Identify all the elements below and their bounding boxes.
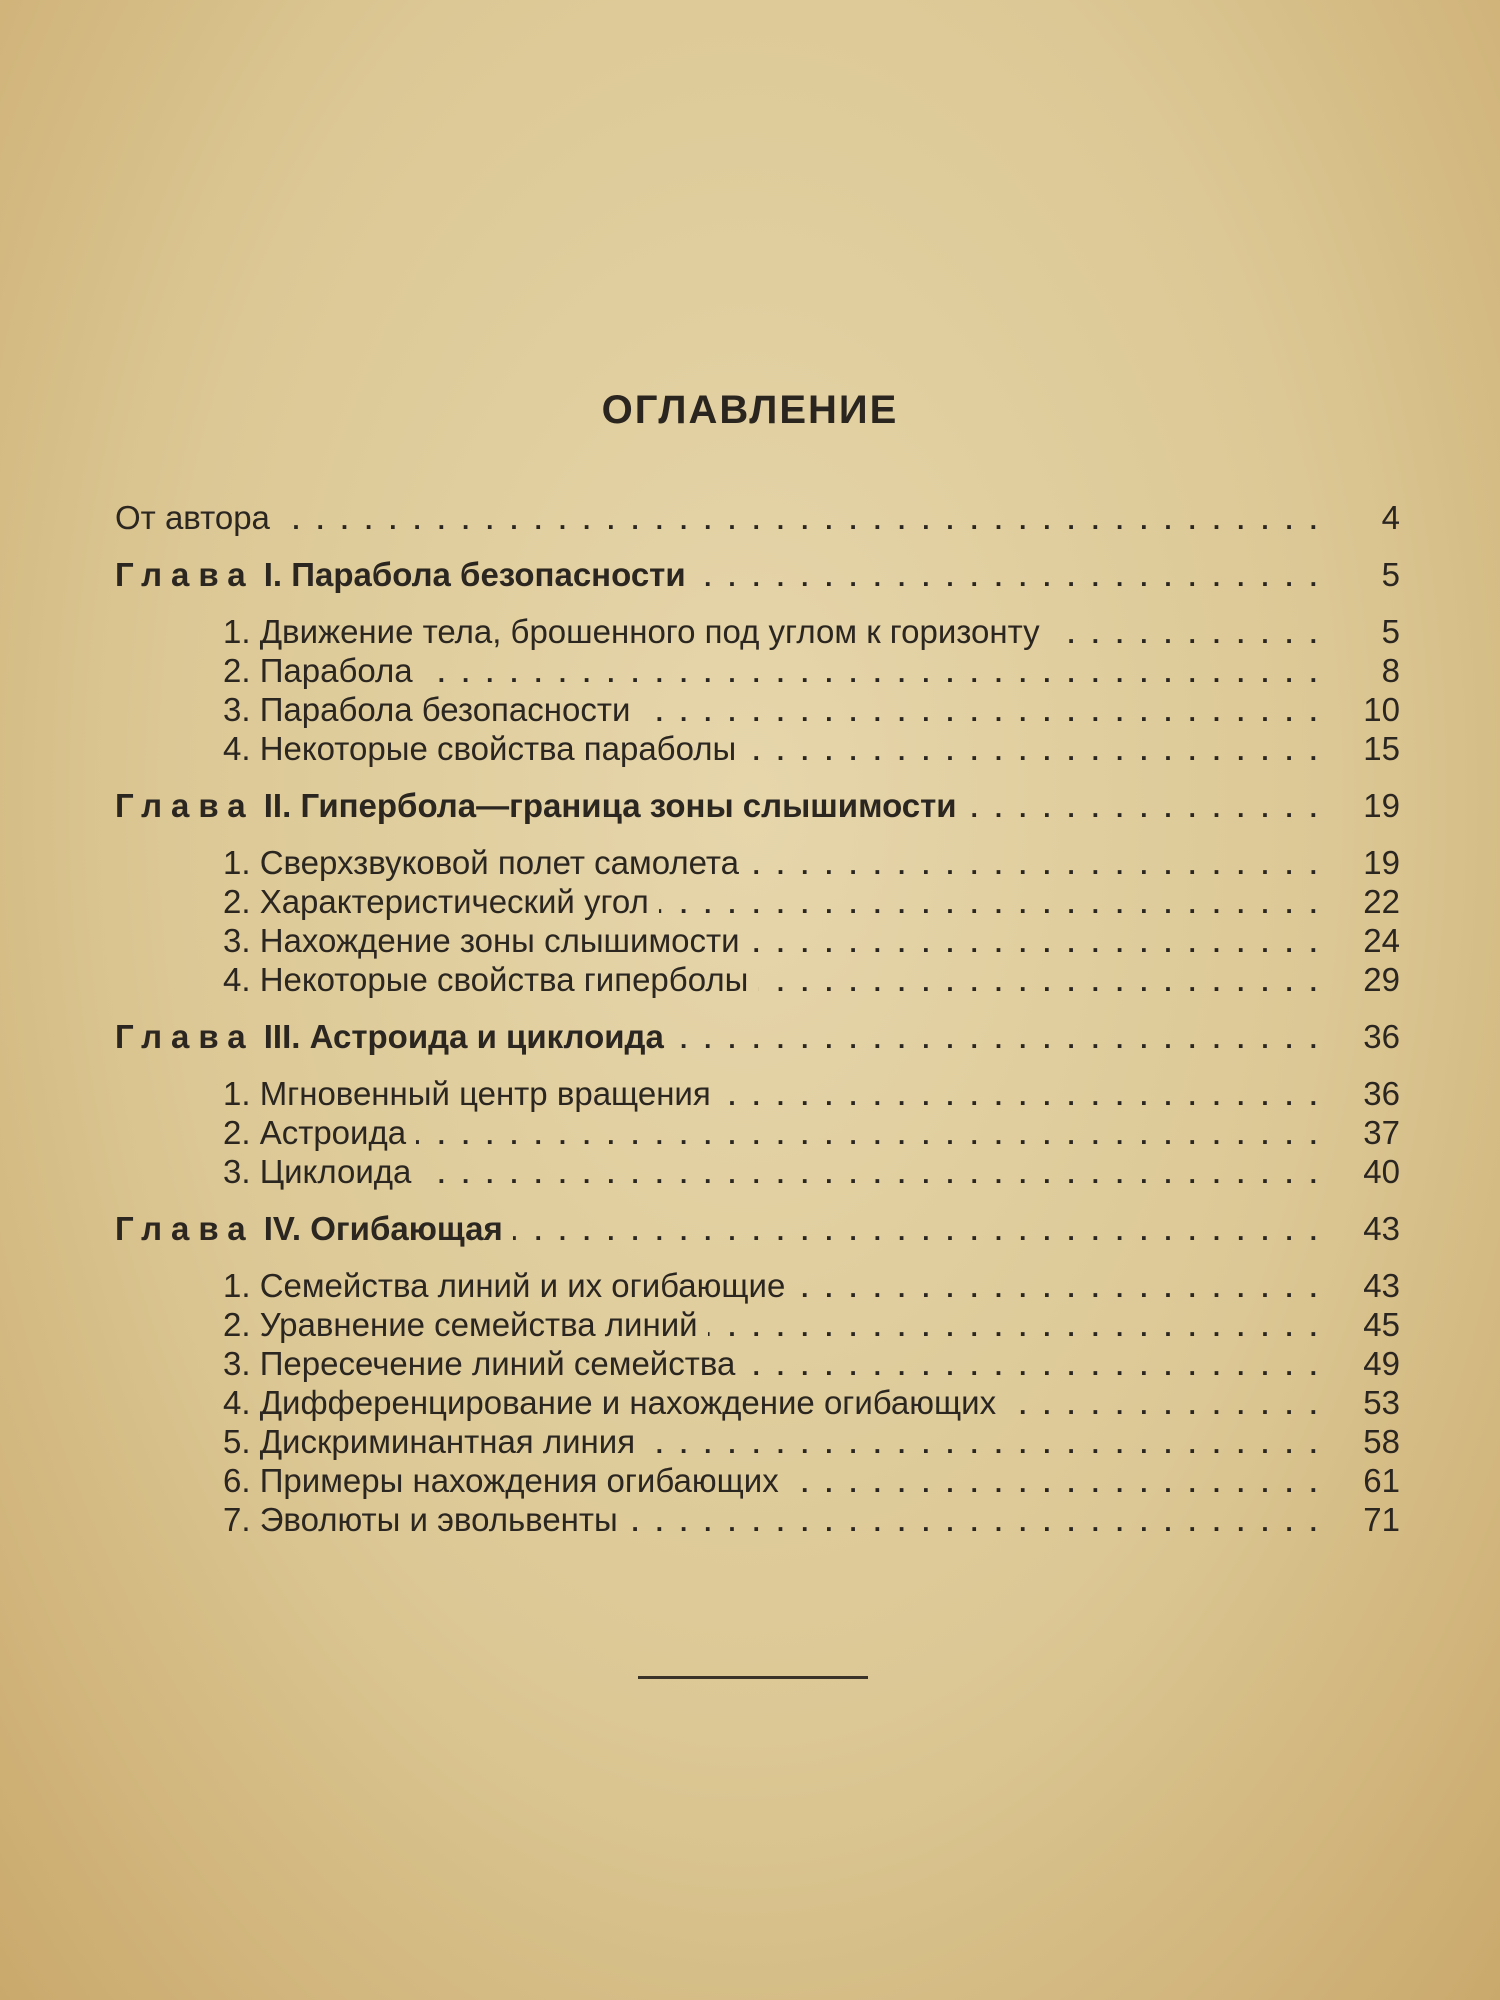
toc-page-number: 49 [1363, 1345, 1400, 1382]
toc-chapter-4 [115, 1209, 1400, 1248]
dot-leader [750, 924, 1334, 963]
toc-item-label: 3. Парабола безопасности [223, 691, 631, 728]
toc-page-number: 53 [1363, 1384, 1400, 1421]
table-of-contents [115, 498, 1400, 1539]
toc-page-number: 15 [1363, 730, 1400, 767]
toc-item-label: 1. Мгновенный центр вращения [223, 1075, 711, 1112]
end-rule [638, 1676, 868, 1679]
dot-leader [423, 654, 1334, 693]
toc-item-label: 4. Некоторые свойства гиперболы [223, 961, 749, 998]
dot-leader [421, 1155, 1334, 1194]
chapter-word: Глава [115, 787, 255, 824]
toc-page-number: 43 [1363, 1210, 1400, 1247]
toc-item [115, 729, 1400, 768]
chapter-title: I. Парабола безопасности [263, 556, 686, 593]
toc-chapter-2 [115, 786, 1400, 825]
dot-leader [749, 846, 1334, 885]
toc-item [115, 1074, 1400, 1113]
dot-leader [645, 1425, 1334, 1464]
toc-item [115, 651, 1400, 690]
toc-item-label: 1. Сверхзвуковой полет самолета [223, 844, 739, 881]
toc-page-number: 8 [1381, 652, 1400, 689]
toc-item-label: 1. Движение тела, брошенного под углом к горизонту [223, 613, 1040, 650]
dot-leader [708, 1308, 1334, 1347]
toc-page-number: 19 [1363, 787, 1400, 824]
chapter-title: II. Гипербола—граница зоны слышимости [263, 787, 957, 824]
toc-item-label: 4. Дифференцирование и нахождение огибающих [223, 1384, 997, 1421]
toc-item [115, 921, 1400, 960]
toc-item [115, 882, 1400, 921]
chapter-word: Глава [115, 1018, 255, 1055]
dot-leader [280, 501, 1334, 540]
dot-leader [758, 963, 1334, 1002]
toc-page-number: 45 [1363, 1306, 1400, 1343]
toc-chapter-3 [115, 1017, 1400, 1056]
page-title: ОГЛАВЛЕНИЕ [601, 388, 899, 432]
toc-page-number: 5 [1381, 556, 1400, 593]
toc-item [115, 1461, 1400, 1500]
dot-leader [416, 1116, 1334, 1155]
toc-item [115, 1500, 1400, 1539]
toc-item [115, 612, 1400, 651]
toc-item-label: 2. Астроида [223, 1114, 407, 1151]
toc-item-label: 3. Пересечение линий семейства [223, 1345, 736, 1382]
dot-leader [640, 693, 1334, 732]
toc-page-number: 43 [1363, 1267, 1400, 1304]
toc-entry-label: От автора [115, 499, 270, 536]
toc-page-number: 71 [1363, 1501, 1400, 1538]
dot-leader [795, 1269, 1334, 1308]
chapter-title: IV. Огибающая [263, 1210, 503, 1247]
toc-page-number: 4 [1381, 499, 1400, 536]
toc-item-label: 6. Примеры нахождения огибающих [223, 1462, 779, 1499]
toc-item-label: 2. Уравнение семейства линий [223, 1306, 698, 1343]
dot-leader [721, 1077, 1334, 1116]
chapter-title: III. Астроида и циклоида [263, 1018, 664, 1055]
dot-leader [746, 732, 1334, 771]
dot-leader [789, 1464, 1334, 1503]
toc-item [115, 960, 1400, 999]
toc-page-number: 19 [1363, 844, 1400, 881]
toc-item-label: 2. Парабола [223, 652, 413, 689]
toc-item-label: 7. Эволюты и эвольвенты [223, 1501, 618, 1538]
toc-item [115, 1152, 1400, 1191]
toc-page-number: 58 [1363, 1423, 1400, 1460]
toc-item-label: 1. Семейства линий и их огибающие [223, 1267, 786, 1304]
dot-leader [513, 1212, 1334, 1251]
toc-page-number: 61 [1363, 1462, 1400, 1499]
chapter-word: Глава [115, 1210, 255, 1247]
dot-leader [659, 885, 1334, 924]
toc-item [115, 1266, 1400, 1305]
toc-item [115, 1422, 1400, 1461]
toc-chapter-1 [115, 555, 1400, 594]
toc-item-label: 3. Циклоида [223, 1153, 412, 1190]
toc-page-number: 22 [1363, 883, 1400, 920]
dot-leader [696, 558, 1334, 597]
toc-page-number: 37 [1363, 1114, 1400, 1151]
toc-page-number: 24 [1363, 922, 1400, 959]
toc-page-number: 36 [1363, 1075, 1400, 1112]
toc-page-number: 10 [1363, 691, 1400, 728]
dot-leader [1050, 615, 1334, 654]
dot-leader [674, 1020, 1334, 1059]
toc-page-number: 5 [1381, 613, 1400, 650]
dot-leader [967, 789, 1334, 828]
toc-item [115, 843, 1400, 882]
dot-leader [745, 1347, 1334, 1386]
dot-leader [628, 1503, 1334, 1542]
toc-item-label: 5. Дискриминантная линия [223, 1423, 636, 1460]
toc-item-label: 4. Некоторые свойства параболы [223, 730, 737, 767]
toc-item [115, 690, 1400, 729]
toc-page-number: 40 [1363, 1153, 1400, 1190]
toc-item-label: 2. Характеристический угол [223, 883, 649, 920]
toc-entry-preface [115, 498, 1400, 537]
toc-page-number: 36 [1363, 1018, 1400, 1055]
toc-item [115, 1383, 1400, 1422]
dot-leader [1006, 1386, 1334, 1425]
toc-item [115, 1305, 1400, 1344]
toc-item [115, 1344, 1400, 1383]
toc-item-label: 3. Нахождение зоны слышимости [223, 922, 740, 959]
toc-item [115, 1113, 1400, 1152]
toc-page-number: 29 [1363, 961, 1400, 998]
chapter-word: Глава [115, 556, 255, 593]
